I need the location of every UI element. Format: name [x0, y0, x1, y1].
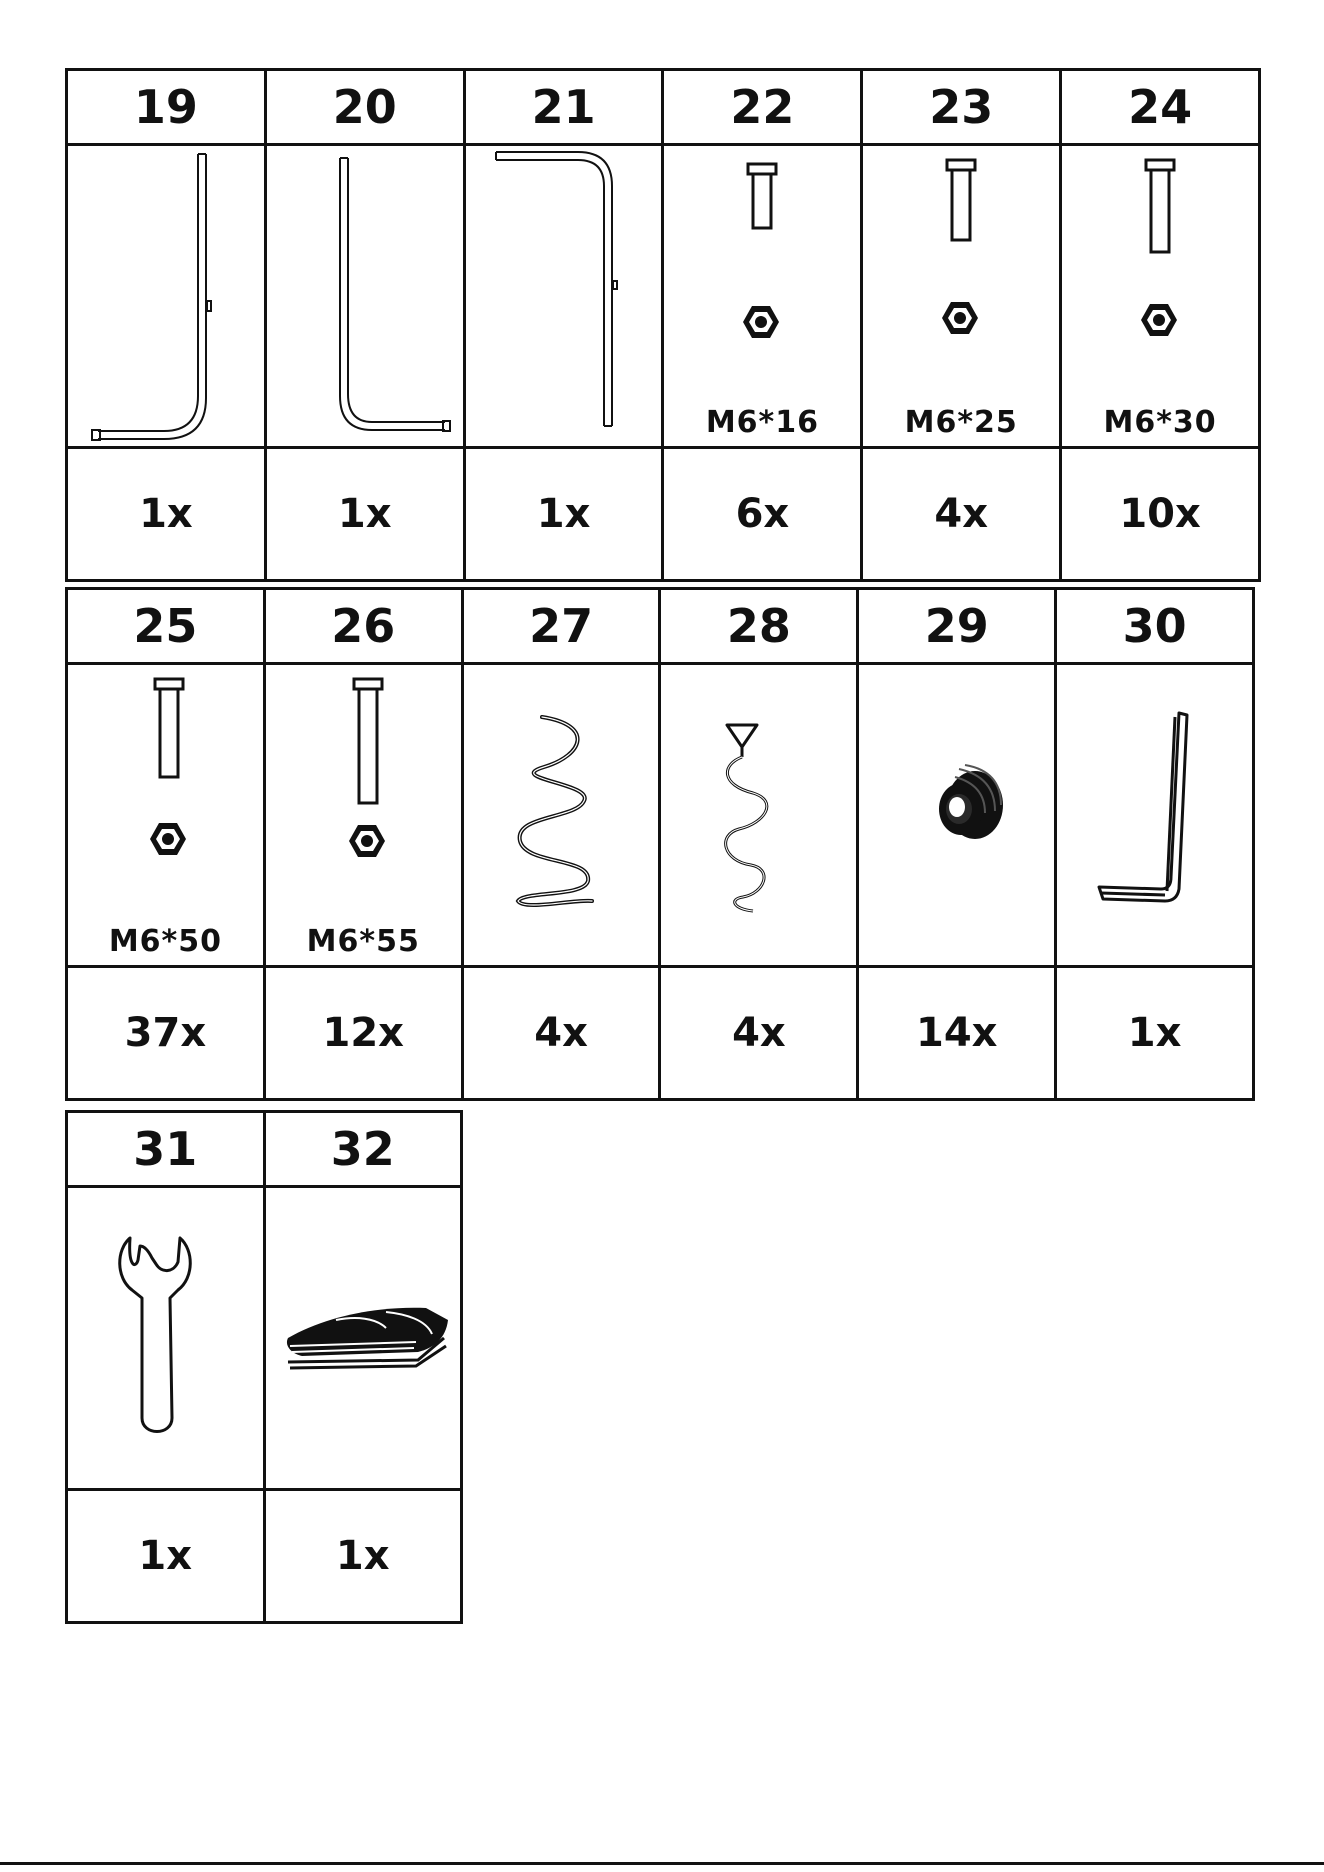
bolt-size-label: M6*16 [705, 405, 819, 440]
part-number: 27 [462, 589, 660, 664]
bolt-and-nut-icon [1062, 146, 1258, 446]
part-picture-cell [858, 664, 1056, 967]
quantity-row [67, 448, 1260, 581]
part-number: 26 [264, 589, 462, 664]
part-number: 32 [264, 1112, 462, 1187]
page-bottom-rule [0, 1862, 1324, 1865]
part-picture-cell [660, 664, 858, 967]
part-number: 21 [464, 70, 663, 145]
part-number: 20 [265, 70, 464, 145]
ground-spiral-stake-icon [661, 665, 857, 965]
part-picture-cell [1056, 664, 1254, 967]
end-cap-icon [859, 665, 1055, 965]
part-number: 28 [660, 589, 858, 664]
part-quantity: 12x [264, 967, 462, 1100]
part-picture-cell [264, 1187, 462, 1490]
part-picture-cell [264, 664, 462, 967]
part-quantity: 1x [1056, 967, 1254, 1100]
part-quantity: 1x [265, 448, 464, 581]
part-picture-cell [663, 145, 862, 448]
part-number: 25 [67, 589, 265, 664]
quantity-row [67, 967, 1254, 1100]
part-quantity: 1x [67, 448, 266, 581]
bolt-size-label: M6*30 [1103, 405, 1217, 440]
parts-table-2 [65, 587, 1255, 1101]
part-number: 22 [663, 70, 862, 145]
part-quantity: 37x [67, 967, 265, 1100]
part-picture-cell [67, 145, 266, 448]
l-bent-tube-icon [68, 146, 264, 446]
part-number: 30 [1056, 589, 1254, 664]
part-number: 23 [862, 70, 1061, 145]
part-quantity: 4x [462, 967, 660, 1100]
part-number-row [67, 589, 1254, 664]
quantity-row [67, 1490, 462, 1623]
part-picture-cell [862, 145, 1061, 448]
parts-table-3 [65, 1110, 463, 1624]
part-number: 29 [858, 589, 1056, 664]
part-picture-cell [464, 145, 663, 448]
wrench-icon [68, 1188, 264, 1488]
part-quantity: 14x [858, 967, 1056, 1100]
part-picture-cell [265, 145, 464, 448]
bolt-and-nut-icon [664, 146, 860, 446]
part-number: 19 [67, 70, 266, 145]
part-number-row [67, 70, 1260, 145]
part-picture-cell [1061, 145, 1260, 448]
part-number: 31 [67, 1112, 265, 1187]
bolt-and-nut-icon [266, 665, 462, 965]
part-quantity: 1x [264, 1490, 462, 1623]
part-picture-cell [67, 664, 265, 967]
part-picture-cell [67, 1187, 265, 1490]
parts-table-1 [65, 68, 1261, 582]
spring-icon [464, 665, 660, 965]
fabric-cover-icon [266, 1188, 462, 1488]
part-picture-row [67, 1187, 462, 1490]
bolt-and-nut-icon [863, 146, 1059, 446]
part-picture-cell [462, 664, 660, 967]
bolt-size-label: M6*50 [108, 924, 222, 959]
part-quantity: 10x [1061, 448, 1260, 581]
hook-tube-icon [466, 146, 662, 446]
bolt-size-label: M6*25 [904, 405, 1018, 440]
part-quantity: 1x [67, 1490, 265, 1623]
bolt-size-label: M6*55 [306, 924, 420, 959]
part-quantity: 6x [663, 448, 862, 581]
part-number: 24 [1061, 70, 1260, 145]
j-bent-tube-icon [267, 146, 463, 446]
part-quantity: 4x [862, 448, 1061, 581]
part-number-row [67, 1112, 462, 1187]
part-quantity: 4x [660, 967, 858, 1100]
bolt-and-nut-icon [68, 665, 264, 965]
part-quantity: 1x [464, 448, 663, 581]
part-picture-row [67, 664, 1254, 967]
allen-key-icon [1057, 665, 1253, 965]
part-picture-row [67, 145, 1260, 448]
